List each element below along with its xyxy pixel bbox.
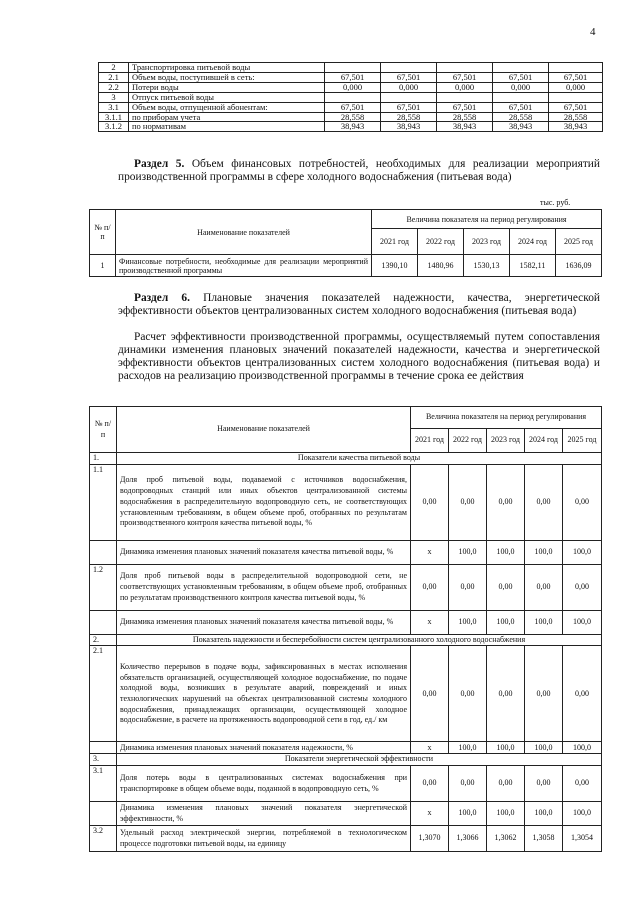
row-value: х bbox=[411, 802, 449, 826]
t2-name-header: Наименование показателей bbox=[116, 210, 372, 255]
row-number: 2.1 bbox=[99, 72, 129, 82]
row-value: 38,943 bbox=[549, 122, 603, 132]
row-value: 67,501 bbox=[325, 72, 381, 82]
year-header: 2023 год bbox=[487, 429, 525, 453]
table-row bbox=[99, 82, 603, 92]
year-header: 2025 год bbox=[563, 429, 602, 453]
section-5-title bbox=[118, 158, 600, 184]
row-value: 0,00 bbox=[563, 646, 602, 742]
row-name: Потери воды bbox=[129, 82, 325, 92]
row-value: 100,0 bbox=[563, 742, 602, 754]
row-value: 0,00 bbox=[563, 464, 602, 540]
row-number: 3.2 bbox=[90, 826, 117, 852]
row-number: 3.1 bbox=[99, 102, 129, 112]
row-value bbox=[381, 63, 437, 73]
row-value bbox=[493, 63, 549, 73]
indicators-table bbox=[89, 406, 602, 852]
row-number: 2. bbox=[90, 634, 117, 646]
section-6-label: Раздел 6. bbox=[134, 292, 190, 304]
row-number: 1 bbox=[90, 255, 116, 277]
year-header: 2021 год bbox=[372, 229, 418, 255]
row-value: 0,00 bbox=[487, 464, 525, 540]
row-value: 0,00 bbox=[487, 766, 525, 802]
table-row bbox=[90, 564, 602, 610]
row-value: 1,3070 bbox=[411, 826, 449, 852]
row-value: 28,558 bbox=[381, 112, 437, 122]
year-header: 2025 год bbox=[556, 229, 602, 255]
section-6-title bbox=[118, 292, 600, 318]
year-header: 2021 год bbox=[411, 429, 449, 453]
row-value: 1,3058 bbox=[525, 826, 563, 852]
row-value: 1,3062 bbox=[487, 826, 525, 852]
row-value: 0,00 bbox=[449, 564, 487, 610]
row-value: 67,501 bbox=[549, 102, 603, 112]
row-value: 38,943 bbox=[437, 122, 493, 132]
row-value: 100,0 bbox=[525, 742, 563, 754]
section-6-paragraph: Расчет эффективности производственной программы, осуществляемый путем сопоставления динамики изменения плановых значений показателей надежности, качества и энергетической эффективности объектов централизованных систем холодного водоснабжения (питьевая вода) и расходов на реализацию производственной программы в течение срока ее действия bbox=[118, 331, 600, 382]
row-name: Доля проб питьевой воды в распределительной водопроводной сети, не соответствующих установленным требованиям, в общем объеме проб, отобранных по результатам производственного контроля качества питьевой воды, % bbox=[117, 564, 411, 610]
row-value: 0,00 bbox=[449, 646, 487, 742]
row-value: 38,943 bbox=[381, 122, 437, 132]
row-name: Количество перерывов в подаче воды, зафиксированных в местах исполнения обязательств организацией, осуществляющей холодное водоснабжение, по подаче холодной воды, возникших в результате аварий, повреждений и иных технологических нарушений на объектах централизованной системы холодного водоснабжения, принадлежащих организации, осуществляющей холодное водоснабжение, в расчете на протяженность водопроводной сети в год, ед./ км bbox=[117, 646, 411, 742]
row-value: 0,00 bbox=[525, 564, 563, 610]
row-name: Доля потерь воды в централизованных системах водоснабжения при транспортировке в общем объеме воды, поданной в водопроводную сеть, % bbox=[117, 766, 411, 802]
row-value: 67,501 bbox=[381, 72, 437, 82]
row-number-empty bbox=[90, 540, 117, 564]
table-row bbox=[99, 92, 603, 102]
row-name: Динамика изменения плановых значений показателя качества питьевой воды, % bbox=[117, 610, 411, 634]
row-value: 100,0 bbox=[449, 802, 487, 826]
row-value: 0,000 bbox=[437, 82, 493, 92]
row-value bbox=[549, 92, 603, 102]
row-value: 67,501 bbox=[437, 72, 493, 82]
section-6-text: Плановые значения показателей надежности, качества, энергетической эффективности объектов централизованных систем холодного водоснабжения (питьевая вода) bbox=[118, 292, 600, 317]
row-number: 3.1.1 bbox=[99, 112, 129, 122]
row-value: 67,501 bbox=[381, 102, 437, 112]
row-value: 28,558 bbox=[437, 112, 493, 122]
row-value: 0,00 bbox=[449, 766, 487, 802]
row-value: 0,00 bbox=[449, 464, 487, 540]
year-header: 2022 год bbox=[418, 229, 464, 255]
row-value: 0,000 bbox=[493, 82, 549, 92]
row-value: х bbox=[411, 610, 449, 634]
t3-num-header: № п/п bbox=[90, 407, 117, 453]
row-value: 0,00 bbox=[411, 766, 449, 802]
section-row bbox=[90, 754, 602, 766]
row-value: 0,00 bbox=[525, 464, 563, 540]
section-title: Показатели качества питьевой воды bbox=[117, 453, 602, 465]
row-value: 100,0 bbox=[525, 540, 563, 564]
row-name: по нормативам bbox=[129, 122, 325, 132]
row-value: 38,943 bbox=[325, 122, 381, 132]
row-value: 67,501 bbox=[493, 102, 549, 112]
table-row bbox=[99, 112, 603, 122]
row-value: 0,00 bbox=[563, 766, 602, 802]
row-value: 1390,10 bbox=[372, 255, 418, 277]
row-number: 1. bbox=[90, 453, 117, 465]
section-row bbox=[90, 453, 602, 465]
row-value bbox=[437, 63, 493, 73]
unit-label: тыс. руб. bbox=[540, 198, 571, 207]
row-value: 1480,96 bbox=[418, 255, 464, 277]
row-value: 0,00 bbox=[411, 464, 449, 540]
row-value: 0,00 bbox=[411, 646, 449, 742]
row-value: 100,0 bbox=[563, 540, 602, 564]
page-number: 4 bbox=[590, 26, 596, 38]
t2-num-header: № п/п bbox=[90, 210, 116, 255]
row-number: 1.1 bbox=[90, 464, 117, 540]
row-value: 28,558 bbox=[325, 112, 381, 122]
year-header: 2024 год bbox=[510, 229, 556, 255]
row-value bbox=[325, 63, 381, 73]
table-row bbox=[90, 610, 602, 634]
row-value: 100,0 bbox=[563, 610, 602, 634]
row-value: х bbox=[411, 540, 449, 564]
row-value: 100,0 bbox=[449, 742, 487, 754]
row-name: Динамика изменения плановых значений показателя энергетической эффективности, % bbox=[117, 802, 411, 826]
row-number-empty bbox=[90, 610, 117, 634]
row-value bbox=[325, 92, 381, 102]
t3-name-header: Наименование показателей bbox=[117, 407, 411, 453]
row-value: х bbox=[411, 742, 449, 754]
row-value: 28,558 bbox=[549, 112, 603, 122]
row-value: 67,501 bbox=[437, 102, 493, 112]
water-volume-table bbox=[98, 62, 603, 132]
row-value: 1582,11 bbox=[510, 255, 556, 277]
row-value: 100,0 bbox=[487, 802, 525, 826]
row-value: 100,0 bbox=[563, 802, 602, 826]
section-5-text: Объем финансовых потребностей, необходимых для реализации мероприятий производственной программы в сфере холодного водоснабжения (питьевая вода) bbox=[118, 158, 600, 183]
t2-period-header: Величина показателя на период регулирования bbox=[372, 210, 602, 229]
row-value: 28,558 bbox=[493, 112, 549, 122]
row-number: 3.1.2 bbox=[99, 122, 129, 132]
year-header: 2024 год bbox=[525, 429, 563, 453]
section-title: Показатель надежности и бесперебойности систем централизованного холодного водоснабжения bbox=[117, 634, 602, 646]
row-value: 0,000 bbox=[325, 82, 381, 92]
row-value: 67,501 bbox=[493, 72, 549, 82]
table-row bbox=[90, 540, 602, 564]
table-row bbox=[90, 646, 602, 742]
table-row bbox=[99, 102, 603, 112]
row-number: 3 bbox=[99, 92, 129, 102]
section-row bbox=[90, 634, 602, 646]
table-row bbox=[99, 63, 603, 73]
row-value: 100,0 bbox=[487, 540, 525, 564]
row-value: 67,501 bbox=[549, 72, 603, 82]
row-value: 1530,13 bbox=[464, 255, 510, 277]
row-value: 0,00 bbox=[487, 646, 525, 742]
row-name: Удельный расход электрической энергии, потребляемой в технологическом процессе подготовки питьевой воды, на единицу bbox=[117, 826, 411, 852]
row-name: Динамика изменения плановых значений показателя качества питьевой воды, % bbox=[117, 540, 411, 564]
table-row bbox=[90, 826, 602, 852]
table-row bbox=[99, 72, 603, 82]
section-5-label: Раздел 5. bbox=[134, 158, 185, 170]
row-name: Доля проб питьевой воды, подаваемой с источников водоснабжения, водопроводных станций или иных объектов централизованной системы водоснабжения в распределительную водопроводную сеть, не соответствующих установленным требованиям, в общем объеме проб, отобранных по результатам производственного контроля качества питьевой воды, % bbox=[117, 464, 411, 540]
table-row bbox=[90, 766, 602, 802]
row-value: 100,0 bbox=[449, 540, 487, 564]
row-value bbox=[493, 92, 549, 102]
row-value: 0,00 bbox=[525, 766, 563, 802]
table-row bbox=[90, 464, 602, 540]
row-number: 3. bbox=[90, 754, 117, 766]
row-name: Объем воды, отпущенной абонентам: bbox=[129, 102, 325, 112]
row-name: Финансовые потребности, необходимые для реализации мероприятий производственной программы bbox=[116, 255, 372, 277]
row-value: 67,501 bbox=[325, 102, 381, 112]
table-row bbox=[90, 802, 602, 826]
year-header: 2023 год bbox=[464, 229, 510, 255]
row-number: 2 bbox=[99, 63, 129, 73]
row-value bbox=[437, 92, 493, 102]
row-value: 1,3066 bbox=[449, 826, 487, 852]
row-value: 0,00 bbox=[525, 646, 563, 742]
row-value: 100,0 bbox=[525, 802, 563, 826]
row-value: 1636,09 bbox=[556, 255, 602, 277]
row-value: 100,0 bbox=[525, 610, 563, 634]
table-row bbox=[99, 122, 603, 132]
t3-period-header: Величина показателя на период регулирования bbox=[411, 407, 602, 429]
row-value: 100,0 bbox=[487, 742, 525, 754]
row-name: Динамика изменения плановых значений показателя надежности, % bbox=[117, 742, 411, 754]
row-name: Транспортировка питьевой воды bbox=[129, 63, 325, 73]
row-number: 1.2 bbox=[90, 564, 117, 610]
financial-needs-table bbox=[89, 209, 602, 277]
section-title: Показатели энергетической эффективности bbox=[117, 754, 602, 766]
row-number-empty bbox=[90, 742, 117, 754]
row-value: 0,00 bbox=[411, 564, 449, 610]
row-number-empty bbox=[90, 802, 117, 826]
row-value: 100,0 bbox=[487, 610, 525, 634]
row-value: 0,00 bbox=[487, 564, 525, 610]
row-value: 0,000 bbox=[549, 82, 603, 92]
row-number: 2.2 bbox=[99, 82, 129, 92]
row-value bbox=[381, 92, 437, 102]
row-number: 3.1 bbox=[90, 766, 117, 802]
row-value bbox=[549, 63, 603, 73]
row-number: 2.1 bbox=[90, 646, 117, 742]
row-value: 38,943 bbox=[493, 122, 549, 132]
row-value: 1,3054 bbox=[563, 826, 602, 852]
row-value: 0,00 bbox=[563, 564, 602, 610]
year-header: 2022 год bbox=[449, 429, 487, 453]
row-name: по приборам учета bbox=[129, 112, 325, 122]
row-value: 0,000 bbox=[381, 82, 437, 92]
row-value: 100,0 bbox=[449, 610, 487, 634]
row-name: Отпуск питьевой воды bbox=[129, 92, 325, 102]
row-name: Объем воды, поступившей в сеть: bbox=[129, 72, 325, 82]
table-row bbox=[90, 742, 602, 754]
